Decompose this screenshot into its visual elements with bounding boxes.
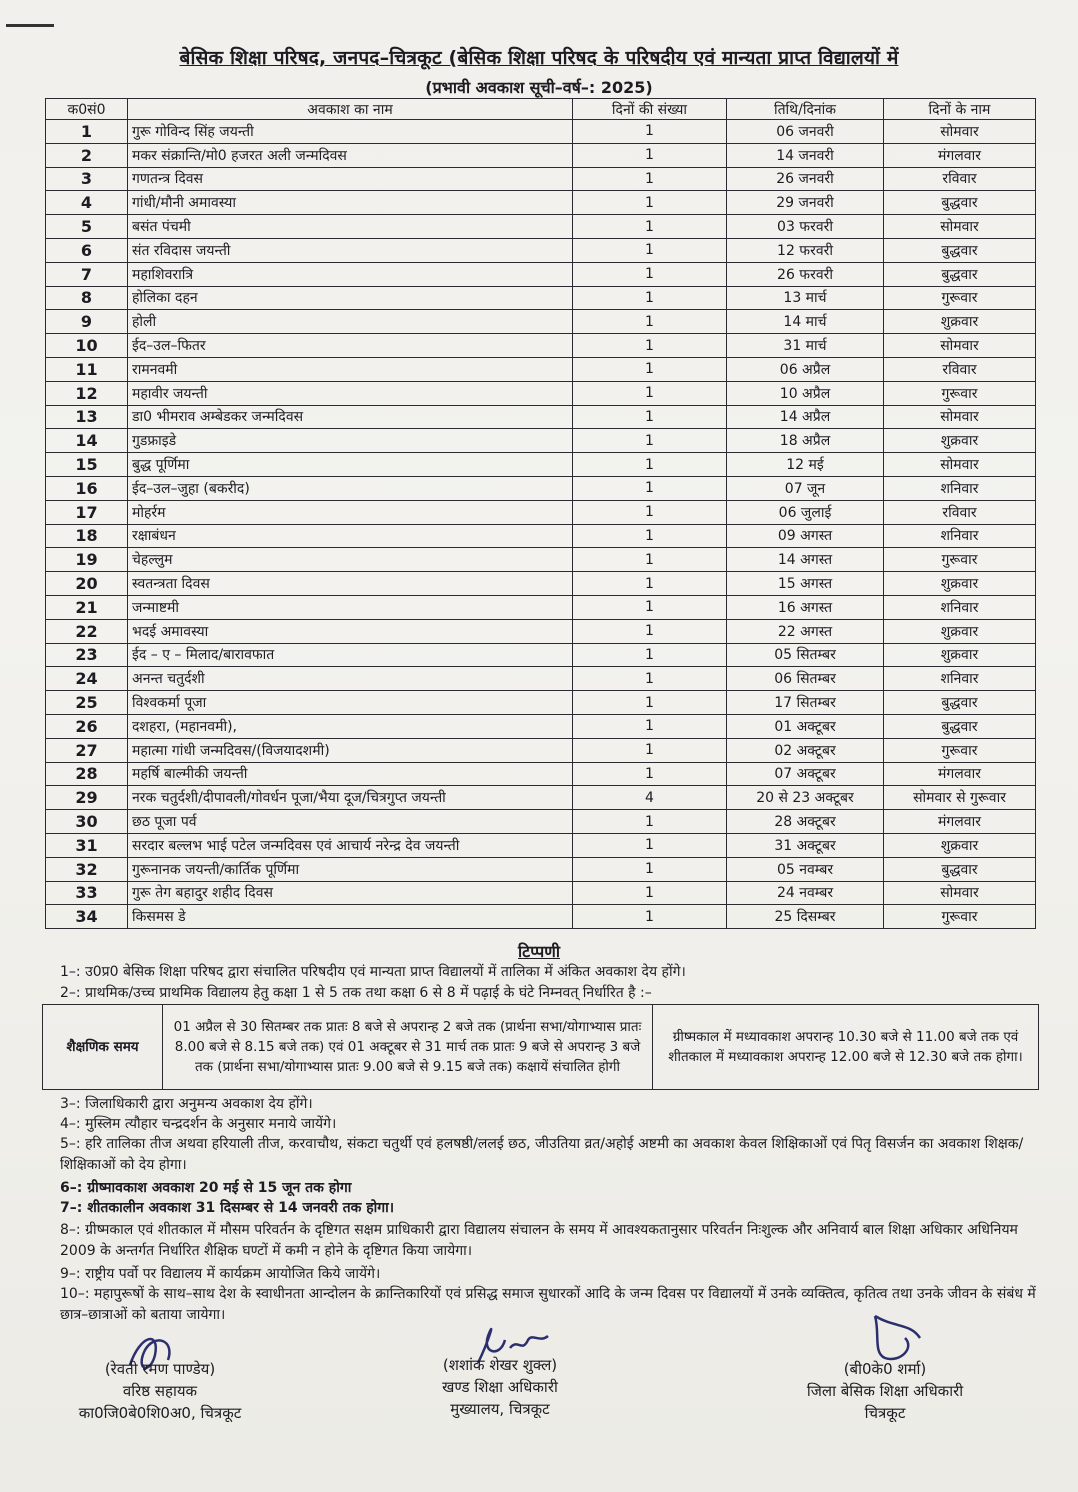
- serial-cell: 1: [46, 120, 128, 144]
- header-day-name: दिनों के नाम: [884, 99, 1036, 120]
- table-row: [46, 238, 1036, 262]
- days-count-cell: 1: [573, 357, 727, 381]
- table-row: [46, 357, 1036, 381]
- holiday-name-cell: नरक चतुर्दशी/दीपावली/गोवर्धन पूजा/भैया दूज/चित्रगुप्त जयन्ती: [128, 786, 573, 810]
- table-row: [46, 714, 1036, 738]
- teaching-time-table: [42, 1004, 1039, 1090]
- date-cell: 29 जनवरी: [727, 191, 884, 215]
- days-count-cell: 1: [573, 191, 727, 215]
- day-name-cell: मंगलवार: [884, 810, 1036, 834]
- holiday-name-cell: महावीर जयन्ती: [128, 381, 573, 405]
- days-count-cell: 1: [573, 548, 727, 572]
- day-name-cell: रविवार: [884, 357, 1036, 381]
- date-cell: 03 फरवरी: [727, 215, 884, 239]
- teaching-time-schedule: 01 अप्रैल से 30 सितम्बर तक प्रातः 8 बजे से अपरान्ह 2 बजे तक (प्रार्थना सभा/योगाभ्यास प्रातः 8.00 बजे से 8.15 बजे तक) एवं 01 अक्टूबर से 31 मार्च तक प्रातः 9 बजे से अपरान्ह 3 बजे तक (प्रार्थना सभा/योगाभ्यास प्रातः 9.00 बजे से 9.15 बजे तक) कक्षायें संचालित होगी: [163, 1005, 653, 1090]
- holiday-name-cell: ईद–उल–जुहा (बकरीद): [128, 476, 573, 500]
- table-row: [46, 215, 1036, 239]
- day-name-cell: गुरूवार: [884, 381, 1036, 405]
- day-name-cell: गुरूवार: [884, 905, 1036, 929]
- serial-cell: 12: [46, 381, 128, 405]
- date-cell: 26 जनवरी: [727, 167, 884, 191]
- date-cell: 26 फरवरी: [727, 262, 884, 286]
- days-count-cell: 1: [573, 238, 727, 262]
- serial-cell: 4: [46, 191, 128, 215]
- holiday-name-cell: होलिका दहन: [128, 286, 573, 310]
- serial-cell: 32: [46, 857, 128, 881]
- table-row: [46, 691, 1036, 715]
- signatory-name: (रेवती रमण पाण्डेय): [104, 1360, 216, 1378]
- table-row: [46, 667, 1036, 691]
- table-row: [46, 595, 1036, 619]
- table-row: [46, 762, 1036, 786]
- days-count-cell: 1: [573, 572, 727, 596]
- date-cell: 06 सितम्बर: [727, 667, 884, 691]
- holiday-name-cell: रक्षाबंधन: [128, 524, 573, 548]
- date-cell: 06 जनवरी: [727, 120, 884, 144]
- date-cell: 14 जनवरी: [727, 143, 884, 167]
- day-name-cell: गुरूवार: [884, 548, 1036, 572]
- days-count-cell: 1: [573, 762, 727, 786]
- holiday-name-cell: मोहर्रम: [128, 500, 573, 524]
- holiday-name-cell: होली: [128, 310, 573, 334]
- days-count-cell: 1: [573, 120, 727, 144]
- note-4: 4–: मुस्लिम त्यौहार चन्द्रदर्शन के अनुसार मनाये जायेंगे।: [60, 1116, 337, 1132]
- table-row: [46, 524, 1036, 548]
- serial-cell: 29: [46, 786, 128, 810]
- note-9: 9–: राष्ट्रीय पर्वो पर विद्यालय में कार्यक्रम आयोजित किये जायेंगे।: [60, 1266, 381, 1282]
- days-count-cell: 1: [573, 262, 727, 286]
- day-name-cell: बुद्धवार: [884, 262, 1036, 286]
- days-count-cell: 1: [573, 167, 727, 191]
- serial-cell: 17: [46, 500, 128, 524]
- days-count-cell: 1: [573, 857, 727, 881]
- date-cell: 24 नवम्बर: [727, 881, 884, 905]
- serial-cell: 13: [46, 405, 128, 429]
- serial-cell: 8: [46, 286, 128, 310]
- days-count-cell: 1: [573, 691, 727, 715]
- serial-cell: 9: [46, 310, 128, 334]
- days-count-cell: 1: [573, 595, 727, 619]
- table-row: [46, 143, 1036, 167]
- recess-time-schedule: ग्रीष्मकाल में मध्यावकाश अपरान्ह 10.30 बजे से 11.00 बजे तक एवं शीतकाल में मध्यावकाश अपरान्ह 12.00 बजे से 12.30 बजे तक होगा।: [653, 1005, 1039, 1090]
- note-1: 1–: उ0प्र0 बेसिक शिक्षा परिषद द्वारा संचालित परिषदीय एवं मान्यता प्राप्त विद्यालयों में तालिका में अंकित अवकाश देय होंगे।: [60, 964, 686, 980]
- serial-cell: 3: [46, 167, 128, 191]
- holiday-name-cell: चेहल्लुम: [128, 548, 573, 572]
- date-cell: 25 दिसम्बर: [727, 905, 884, 929]
- holiday-name-cell: गुरूनानक जयन्ती/कार्तिक पूर्णिमा: [128, 857, 573, 881]
- table-row: [46, 786, 1036, 810]
- day-name-cell: मंगलवार: [884, 762, 1036, 786]
- serial-cell: 31: [46, 833, 128, 857]
- serial-cell: 23: [46, 643, 128, 667]
- notes-heading: टिप्पणी: [518, 942, 560, 961]
- date-cell: 01 अक्टूबर: [727, 714, 884, 738]
- holiday-name-cell: महर्षि बाल्मीकी जयन्ती: [128, 762, 573, 786]
- table-row: [46, 286, 1036, 310]
- signatory-designation: जिला बेसिक शिक्षा अधिकारी: [806, 1382, 964, 1400]
- table-row: [46, 453, 1036, 477]
- serial-cell: 22: [46, 619, 128, 643]
- table-row: [46, 548, 1036, 572]
- document-subtitle: (प्रभावी अवकाश सूची–वर्ष–: 2025): [425, 78, 653, 97]
- table-header-row: [46, 99, 1036, 120]
- date-cell: 14 अप्रैल: [727, 405, 884, 429]
- table-row: [46, 405, 1036, 429]
- table-row: [46, 120, 1036, 144]
- date-cell: 05 सितम्बर: [727, 643, 884, 667]
- holiday-name-cell: भदई अमावस्या: [128, 619, 573, 643]
- serial-cell: 6: [46, 238, 128, 262]
- serial-cell: 18: [46, 524, 128, 548]
- signatory-name: (शशांक शेखर शुक्ल): [442, 1356, 558, 1374]
- date-cell: 05 नवम्बर: [727, 857, 884, 881]
- day-name-cell: शुक्रवार: [884, 572, 1036, 596]
- table-row: [46, 476, 1036, 500]
- day-name-cell: सोमवार: [884, 881, 1036, 905]
- serial-cell: 5: [46, 215, 128, 239]
- day-name-cell: शनिवार: [884, 667, 1036, 691]
- header-days-count: दिनों की संख्या: [573, 99, 727, 120]
- days-count-cell: 1: [573, 881, 727, 905]
- date-cell: 17 सितम्बर: [727, 691, 884, 715]
- holiday-name-cell: गुरू गोविन्द सिंह जयन्ती: [128, 120, 573, 144]
- days-count-cell: 1: [573, 833, 727, 857]
- signatory-designation: खण्ड शिक्षा अधिकारी: [442, 1378, 558, 1396]
- scan-mark: [6, 24, 54, 27]
- days-count-cell: 1: [573, 405, 727, 429]
- holiday-name-cell: दशहरा, (महानवमी),: [128, 714, 573, 738]
- day-name-cell: रविवार: [884, 500, 1036, 524]
- table-row: [46, 429, 1036, 453]
- serial-cell: 34: [46, 905, 128, 929]
- note-5: 5–: हरि तालिका तीज अथवा हरियाली तीज, करवाचौथ, संकटा चतुर्थी एवं हलषष्ठी/ललई छठ, जीउतिया व्रत/अहोई अष्टमी का अवकाश केवल शिक्षिकाओं एवं पितृ विसर्जन का अवकाश शिक्षक/शिक्षिकाओं को देय होगा।: [60, 1136, 1024, 1173]
- holiday-name-cell: विश्वकर्मा पूजा: [128, 691, 573, 715]
- serial-cell: 2: [46, 143, 128, 167]
- day-name-cell: मंगलवार: [884, 143, 1036, 167]
- date-cell: 31 मार्च: [727, 334, 884, 358]
- days-count-cell: 1: [573, 643, 727, 667]
- date-cell: 22 अगस्त: [727, 619, 884, 643]
- day-name-cell: सोमवार: [884, 120, 1036, 144]
- days-count-cell: 1: [573, 429, 727, 453]
- holiday-name-cell: बसंत पंचमी: [128, 215, 573, 239]
- holiday-name-cell: डा0 भीमराव अम्बेडकर जन्मदिवस: [128, 405, 573, 429]
- days-count-cell: 1: [573, 143, 727, 167]
- holiday-name-cell: संत रविदास जयन्ती: [128, 238, 573, 262]
- signature-block-2: [410, 1354, 590, 1420]
- holiday-name-cell: ईद–उल–फितर: [128, 334, 573, 358]
- day-name-cell: शनिवार: [884, 476, 1036, 500]
- days-count-cell: 1: [573, 714, 727, 738]
- table-row: [46, 738, 1036, 762]
- table-row: [46, 905, 1036, 929]
- note-2: 2–: प्राथमिक/उच्च प्राथमिक विद्यालय हेतु कक्षा 1 से 5 तक तथा कक्षा 6 से 8 में पढ़ाई के घंटे निम्नवत् निर्धारित है :–: [60, 985, 652, 1001]
- signatory-office: चित्रकूट: [864, 1404, 906, 1422]
- date-cell: 31 अक्टूबर: [727, 833, 884, 857]
- date-cell: 12 मई: [727, 453, 884, 477]
- holiday-name-cell: गुडफ्राइडे: [128, 429, 573, 453]
- serial-cell: 21: [46, 595, 128, 619]
- days-count-cell: 1: [573, 381, 727, 405]
- table-row: [46, 500, 1036, 524]
- holiday-name-cell: बुद्ध पूर्णिमा: [128, 453, 573, 477]
- serial-cell: 27: [46, 738, 128, 762]
- signatory-office: मुख्यालय, चित्रकूट: [450, 1400, 550, 1418]
- days-count-cell: 4: [573, 786, 727, 810]
- day-name-cell: शनिवार: [884, 524, 1036, 548]
- serial-cell: 7: [46, 262, 128, 286]
- days-count-cell: 1: [573, 215, 727, 239]
- day-name-cell: सोमवार: [884, 334, 1036, 358]
- date-cell: 12 फरवरी: [727, 238, 884, 262]
- note-3: 3–: जिलाधिकारी द्वारा अनुमन्य अवकाश देय होंगे।: [60, 1096, 313, 1112]
- date-cell: 14 अगस्त: [727, 548, 884, 572]
- holiday-name-cell: जन्माष्टमी: [128, 595, 573, 619]
- day-name-cell: गुरूवार: [884, 738, 1036, 762]
- serial-cell: 10: [46, 334, 128, 358]
- table-row: [46, 381, 1036, 405]
- table-row: [46, 810, 1036, 834]
- date-cell: 02 अक्टूबर: [727, 738, 884, 762]
- day-name-cell: बुद्धवार: [884, 691, 1036, 715]
- date-cell: 06 अप्रैल: [727, 357, 884, 381]
- date-cell: 10 अप्रैल: [727, 381, 884, 405]
- serial-cell: 19: [46, 548, 128, 572]
- holiday-name-cell: गुरू तेग बहादुर शहीद दिवस: [128, 881, 573, 905]
- signatory-name: (बी0के0 शर्मा): [843, 1360, 927, 1378]
- day-name-cell: शुक्रवार: [884, 643, 1036, 667]
- serial-cell: 33: [46, 881, 128, 905]
- days-count-cell: 1: [573, 905, 727, 929]
- days-count-cell: 1: [573, 310, 727, 334]
- holiday-table: [45, 98, 1036, 929]
- holiday-table-body: [46, 120, 1036, 929]
- days-count-cell: 1: [573, 286, 727, 310]
- serial-cell: 11: [46, 357, 128, 381]
- table-row: [46, 310, 1036, 334]
- days-count-cell: 1: [573, 334, 727, 358]
- table-row: [46, 619, 1036, 643]
- serial-cell: 16: [46, 476, 128, 500]
- table-row: [46, 833, 1036, 857]
- date-cell: 15 अगस्त: [727, 572, 884, 596]
- days-count-cell: 1: [573, 810, 727, 834]
- day-name-cell: शुक्रवार: [884, 310, 1036, 334]
- days-count-cell: 1: [573, 500, 727, 524]
- holiday-name-cell: गांधी/मौनी अमावस्या: [128, 191, 573, 215]
- table-row: [46, 262, 1036, 286]
- table-row: [46, 167, 1036, 191]
- table-row: [46, 643, 1036, 667]
- holiday-name-cell: मकर संक्रान्ति/मो0 हजरत अली जन्मदिवस: [128, 143, 573, 167]
- day-name-cell: बुद्धवार: [884, 238, 1036, 262]
- days-count-cell: 1: [573, 476, 727, 500]
- date-cell: 18 अप्रैल: [727, 429, 884, 453]
- day-name-cell: सोमवार से गुरूवार: [884, 786, 1036, 810]
- days-count-cell: 1: [573, 453, 727, 477]
- note-6: 6–: ग्रीष्मावकाश अवकाश 20 मई से 15 जून तक होगा: [60, 1180, 352, 1196]
- signatory-designation: वरिष्ठ सहायक: [122, 1382, 198, 1400]
- note-8: 8–: ग्रीष्मकाल एवं शीतकाल में मौसम परिवर्तन के दृष्टिगत सक्षम प्राधिकारी द्वारा विद्यालय संचालन के समय में आवश्यकतानुसार परिवर्तन निःशुल्क और अनिवार्य बाल शिक्षा अधिकार अधिनियम 2009 के अन्तर्गत निर्धारित शैक्षिक घण्टों में कमी न होने के दृष्टिगत किया जायेगा।: [60, 1222, 1018, 1259]
- days-count-cell: 1: [573, 667, 727, 691]
- date-cell: 20 से 23 अक्टूबर: [727, 786, 884, 810]
- table-row: [46, 191, 1036, 215]
- note-10: 10–: महापुरूषों के साथ–साथ देश के स्वाधीनता आन्दोलन के क्रान्तिकारियों एवं प्रसिद्ध समाज सुधारकों आदि के जन्म दिवस पर विद्यालयों में उनके व्यक्तित्व, कृतित्व तथा उनके जीवन के संबंध में छात्र–छात्राओं को बताया जायेगा।: [60, 1286, 1036, 1323]
- holiday-name-cell: किसमस डे: [128, 905, 573, 929]
- signature-block-1: [60, 1358, 260, 1424]
- date-cell: 07 जून: [727, 476, 884, 500]
- date-cell: 13 मार्च: [727, 286, 884, 310]
- date-cell: 09 अगस्त: [727, 524, 884, 548]
- header-date: तिथि/दिनांक: [727, 99, 884, 120]
- teaching-time-label: शैक्षणिक समय: [43, 1005, 163, 1090]
- day-name-cell: बुद्धवार: [884, 191, 1036, 215]
- day-name-cell: शनिवार: [884, 595, 1036, 619]
- holiday-name-cell: महात्मा गांधी जन्मदिवस/(विजयादशमी): [128, 738, 573, 762]
- table-row: [46, 857, 1036, 881]
- signature-block-3: [780, 1358, 990, 1424]
- day-name-cell: शुक्रवार: [884, 429, 1036, 453]
- day-name-cell: सोमवार: [884, 405, 1036, 429]
- date-cell: 16 अगस्त: [727, 595, 884, 619]
- date-cell: 07 अक्टूबर: [727, 762, 884, 786]
- days-count-cell: 1: [573, 738, 727, 762]
- holiday-name-cell: गणतन्त्र दिवस: [128, 167, 573, 191]
- serial-cell: 25: [46, 691, 128, 715]
- date-cell: 14 मार्च: [727, 310, 884, 334]
- holiday-name-cell: अनन्त चतुर्दशी: [128, 667, 573, 691]
- days-count-cell: 1: [573, 524, 727, 548]
- holiday-name-cell: स्वतन्त्रता दिवस: [128, 572, 573, 596]
- serial-cell: 28: [46, 762, 128, 786]
- header-holiday-name: अवकाश का नाम: [128, 99, 573, 120]
- signatory-office: का0जि0बे0शि0अ0, चित्रकूट: [78, 1404, 242, 1422]
- day-name-cell: रविवार: [884, 167, 1036, 191]
- day-name-cell: बुद्धवार: [884, 714, 1036, 738]
- holiday-name-cell: महाशिवरात्रि: [128, 262, 573, 286]
- holiday-name-cell: ईद – ए – मिलाद/बारावफात: [128, 643, 573, 667]
- day-name-cell: सोमवार: [884, 453, 1036, 477]
- holiday-name-cell: छठ पूजा पर्व: [128, 810, 573, 834]
- table-row: [46, 881, 1036, 905]
- date-cell: 06 जुलाई: [727, 500, 884, 524]
- serial-cell: 26: [46, 714, 128, 738]
- serial-cell: 14: [46, 429, 128, 453]
- serial-cell: 30: [46, 810, 128, 834]
- day-name-cell: शुक्रवार: [884, 833, 1036, 857]
- document-title: बेसिक शिक्षा परिषद, जनपद–चित्रकूट (बेसिक शिक्षा परिषद के परिषदीय एवं मान्यता प्राप्त विद्यालयों में: [179, 47, 899, 69]
- holiday-name-cell: सरदार बल्लभ भाई पटेल जन्मदिवस एवं आचार्य नरेन्द्र देव जयन्ती: [128, 833, 573, 857]
- day-name-cell: गुरूवार: [884, 286, 1036, 310]
- serial-cell: 20: [46, 572, 128, 596]
- days-count-cell: 1: [573, 619, 727, 643]
- serial-cell: 15: [46, 453, 128, 477]
- day-name-cell: बुद्धवार: [884, 857, 1036, 881]
- holiday-name-cell: रामनवमी: [128, 357, 573, 381]
- serial-cell: 24: [46, 667, 128, 691]
- note-7: 7–: शीतकालीन अवकाश 31 दिसम्बर से 14 जनवरी तक होगा।: [60, 1200, 395, 1216]
- day-name-cell: शुक्रवार: [884, 619, 1036, 643]
- table-row: [46, 572, 1036, 596]
- table-row: [46, 334, 1036, 358]
- date-cell: 28 अक्टूबर: [727, 810, 884, 834]
- header-serial: क0सं0: [46, 99, 128, 120]
- day-name-cell: सोमवार: [884, 215, 1036, 239]
